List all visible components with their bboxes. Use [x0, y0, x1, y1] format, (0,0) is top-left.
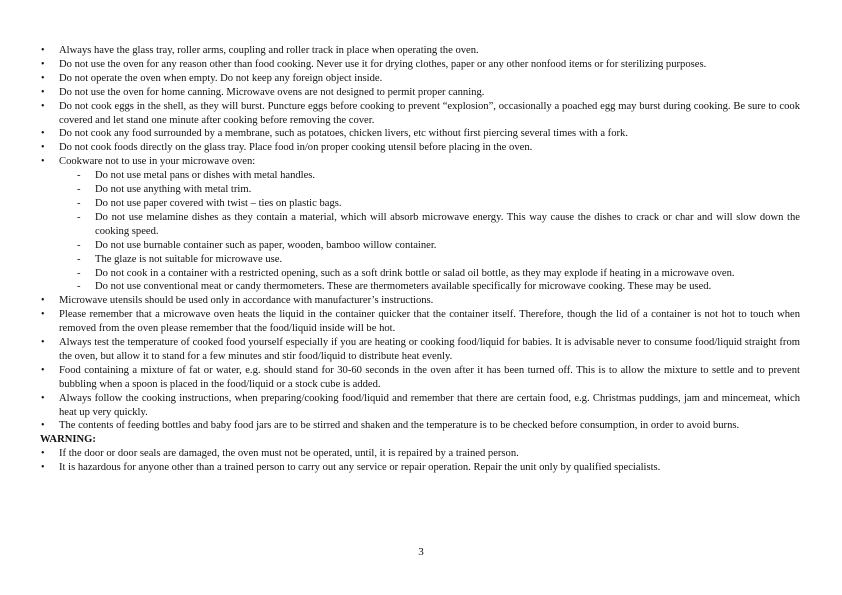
sublist-item: - Do not cook in a container with a restricted opening, such as a soft drink bottle or salad oil bottle, as they may explode if heating in a microwave oven. — [75, 267, 800, 281]
list-item: • Microwave utensils should be used only in accordance with manufacturer’s instructions. — [40, 294, 800, 308]
list-item: • Do not use the oven for home canning. Microwave ovens are not designed to permit proper canning. — [40, 86, 800, 100]
warning-item: • It is hazardous for anyone other than a trained person to carry out any service or repair operation. Repair the unit only by qualified specialists. — [40, 461, 800, 475]
sublist-item: - Do not use conventional meat or candy thermometers. These are thermometers available specifically for microwave cooking. These may be used. — [75, 280, 800, 294]
list-item: • Do not cook any food surrounded by a membrane, such as potatoes, chicken livers, etc without first piercing several times with a fork. — [40, 127, 800, 141]
page-number: 3 — [418, 546, 424, 558]
warning-list — [40, 447, 800, 475]
cookware-sublist — [59, 169, 800, 294]
list-item-cookware — [40, 155, 800, 294]
list-item: • Do not operate the oven when empty. Do not keep any foreign object inside. — [40, 72, 800, 86]
warning-item: • If the door or door seals are damaged, the oven must not be operated, until, it is repaired by a trained person. — [40, 447, 800, 461]
list-item: • Do not cook eggs in the shell, as they will burst. Puncture eggs before cooking to prevent “explosion”, occasionally a poached egg may burst during cooking. Be sure to cook covered and let stand one minute after cooking before removing the cover. — [40, 100, 800, 128]
top-bullet-list — [40, 44, 800, 433]
sublist-item: - Do not use metal pans or dishes with metal handles. — [75, 169, 800, 183]
list-item: • The contents of feeding bottles and baby food jars are to be stirred and shaken and the temperature is to be checked before consumption, in order to avoid burns. — [40, 419, 800, 433]
sublist-item: - Do not use paper covered with twist – ties on plastic bags. — [75, 197, 800, 211]
list-item: • Do not use the oven for any reason other than food cooking. Never use it for drying clothes, paper or any other nonfood items or for sterilizing purposes. — [40, 58, 800, 72]
list-item: • Please remember that a microwave oven heats the liquid in the container quicker that the container itself. Therefore, though the lid of a container is not hot to touch when removed from the oven please remember that the food/liquid inside will be hot. — [40, 308, 800, 336]
list-item: • Always test the temperature of cooked food yourself especially if you are heating or cooking food/liquid for babies. It is advisable never to consume food/liquid straight from the oven, but allow it to stand for a few minutes and stir food/liquid to distribute heat evenly. — [40, 336, 800, 364]
warning-heading: WARNING: — [40, 434, 96, 446]
list-item: • Always follow the cooking instructions, when preparing/cooking food/liquid and remember that there are certain food, e.g. Christmas puddings, jam and mincemeat, which heat up very quickly. — [40, 392, 800, 420]
sublist-item: - Do not use burnable container such as paper, wooden, bamboo willow container. — [75, 239, 800, 253]
list-item: • Do not cook foods directly on the glass tray. Place food in/on proper cooking utensil before placing in the oven. — [40, 141, 800, 155]
sublist-item: - Do not use melamine dishes as they contain a material, which will absorb microwave energy. This way cause the dishes to crack or char and will slow down the cooking speed. — [75, 211, 800, 239]
cookware-heading: Cookware not to use in your microwave oven: — [59, 156, 256, 168]
list-item: • Always have the glass tray, roller arms, coupling and roller track in place when operating the oven. — [40, 44, 800, 58]
safety-instructions — [40, 44, 800, 475]
list-item: • Food containing a mixture of fat or water, e.g. should stand for 30-60 seconds in the oven after it has been turned off. This is to allow the mixture to settle and to prevent bubbling when a spoon is placed in the food/liquid or a stock cube is added. — [40, 364, 800, 392]
sublist-item: - Do not use anything with metal trim. — [75, 183, 800, 197]
sublist-item: - The glaze is not suitable for microwave use. — [75, 253, 800, 267]
